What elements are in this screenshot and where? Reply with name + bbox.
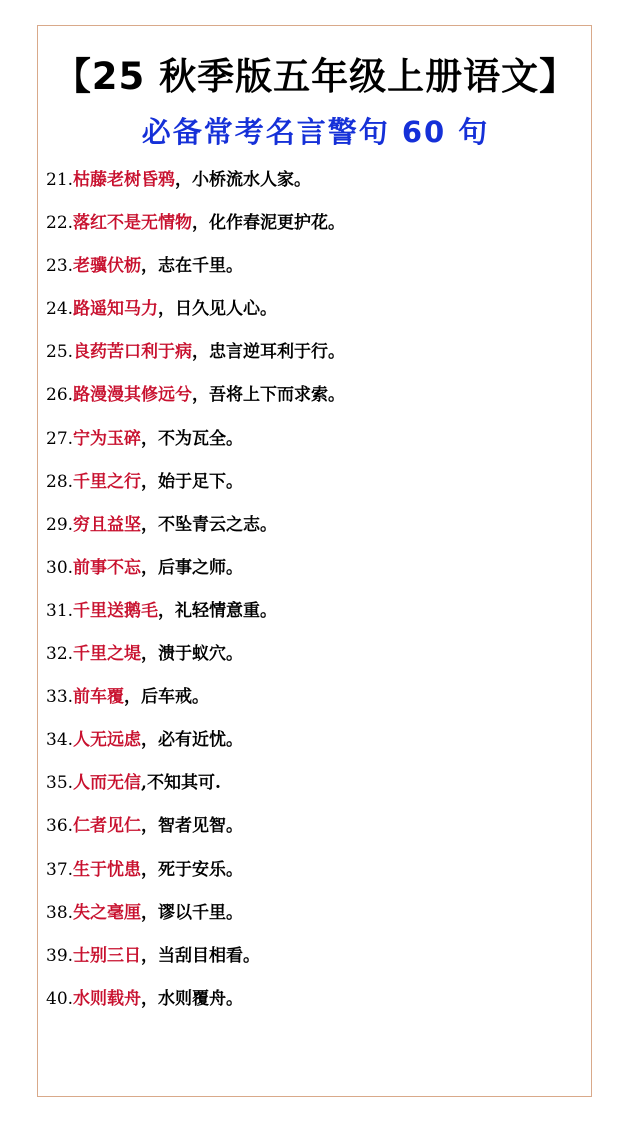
quote-item xyxy=(46,295,576,338)
quote-highlight: 千里送鹅毛 xyxy=(73,600,159,621)
quote-number: 22. xyxy=(46,213,74,234)
quote-highlight: 路漫漫其修远兮 xyxy=(73,385,193,406)
quote-highlight: 千里之行 xyxy=(73,471,142,492)
quote-highlight: 仁者见仁 xyxy=(73,816,142,837)
quote-number: 32. xyxy=(46,644,74,665)
quote-highlight: 人而无信 xyxy=(73,773,142,794)
quote-item xyxy=(46,597,576,640)
quote-highlight: 士别三日 xyxy=(73,945,142,966)
quote-rest: ，死于安乐。 xyxy=(141,859,244,880)
quote-number: 24. xyxy=(46,299,74,320)
quote-rest: ，志在千里。 xyxy=(141,256,244,277)
quote-rest: ，谬以千里。 xyxy=(141,902,244,923)
page-title: 【25 秋季版五年级上册语文】 xyxy=(53,55,578,98)
quote-number: 27. xyxy=(46,428,74,449)
quote-item xyxy=(46,726,576,769)
quote-item xyxy=(46,338,576,381)
quote-item xyxy=(46,812,576,855)
quote-number: 29. xyxy=(46,514,74,535)
quote-number: 25. xyxy=(46,342,74,363)
quote-number: 31. xyxy=(46,600,74,621)
quote-rest: ，日久见人心。 xyxy=(158,299,278,320)
quote-rest: ，小桥流水人家。 xyxy=(175,170,312,190)
quote-highlight: 良药苦口利于病 xyxy=(73,342,193,363)
quote-item xyxy=(46,769,576,812)
quote-highlight: 水则载舟 xyxy=(73,988,142,1009)
quote-rest: ，智者见智。 xyxy=(141,816,244,837)
quote-number: 34. xyxy=(46,730,74,751)
quote-item xyxy=(46,252,576,295)
quote-list xyxy=(46,166,576,1028)
quote-rest: ，当刮目相看。 xyxy=(141,945,261,966)
quote-item xyxy=(46,640,576,683)
quote-item xyxy=(46,468,576,511)
quote-rest: ，溃于蚁穴。 xyxy=(141,644,244,665)
quote-item xyxy=(46,209,576,252)
quote-number: 36. xyxy=(46,816,74,837)
quote-highlight: 前车覆 xyxy=(73,687,125,708)
page-subtitle: 必备常考名言警句 60 句 xyxy=(141,115,490,149)
quote-item xyxy=(46,381,576,424)
quote-rest: ，必有近忧。 xyxy=(141,730,244,751)
quote-rest: ，忠言逆耳利于行。 xyxy=(192,342,346,363)
quote-rest: ，水则覆舟。 xyxy=(141,988,244,1009)
quote-highlight: 人无远虑 xyxy=(73,730,142,751)
quote-rest: ，化作春泥更护花。 xyxy=(192,213,346,234)
quote-item xyxy=(46,511,576,554)
quote-rest: ，不坠青云之志。 xyxy=(141,514,278,535)
quote-number: 28. xyxy=(46,471,74,492)
quote-highlight: 老骥伏枥 xyxy=(73,256,142,277)
quote-rest: ，始于足下。 xyxy=(141,471,244,492)
quote-highlight: 生于忧患 xyxy=(73,859,142,880)
quote-number: 39. xyxy=(46,945,74,966)
quote-highlight: 穷且益坚 xyxy=(73,514,142,535)
quote-highlight: 路遥知马力 xyxy=(73,299,159,320)
quote-item xyxy=(46,985,576,1028)
quote-number: 21. xyxy=(46,170,74,190)
quote-item xyxy=(46,683,576,726)
quote-number: 30. xyxy=(46,557,74,578)
quote-highlight: 前事不忘 xyxy=(73,557,142,578)
quote-number: 23. xyxy=(46,256,74,277)
quote-rest: ，后车戒。 xyxy=(124,687,210,708)
quote-highlight: 千里之堤 xyxy=(73,644,142,665)
quote-item xyxy=(46,942,576,985)
quote-number: 40. xyxy=(46,988,74,1009)
quote-rest: ，吾将上下而求索。 xyxy=(192,385,346,406)
quote-item xyxy=(46,166,576,209)
quote-highlight: 枯藤老树昏鸦 xyxy=(73,170,176,190)
quote-rest: ，后事之师。 xyxy=(141,557,244,578)
quote-item xyxy=(46,856,576,899)
quote-item xyxy=(46,425,576,468)
quote-number: 26. xyxy=(46,385,74,406)
quote-number: 33. xyxy=(46,687,74,708)
quote-highlight: 失之毫厘 xyxy=(73,902,142,923)
quote-item xyxy=(46,554,576,597)
quote-rest: ，不为瓦全。 xyxy=(141,428,244,449)
quote-number: 38. xyxy=(46,902,74,923)
quote-item xyxy=(46,899,576,942)
quote-rest: ，礼轻情意重。 xyxy=(158,600,278,621)
quote-highlight: 宁为玉碎 xyxy=(73,428,142,449)
quote-number: 35. xyxy=(46,773,74,794)
quote-rest: ,不知其可. xyxy=(141,773,221,794)
quote-number: 37. xyxy=(46,859,74,880)
quote-highlight: 落红不是无情物 xyxy=(73,213,193,234)
